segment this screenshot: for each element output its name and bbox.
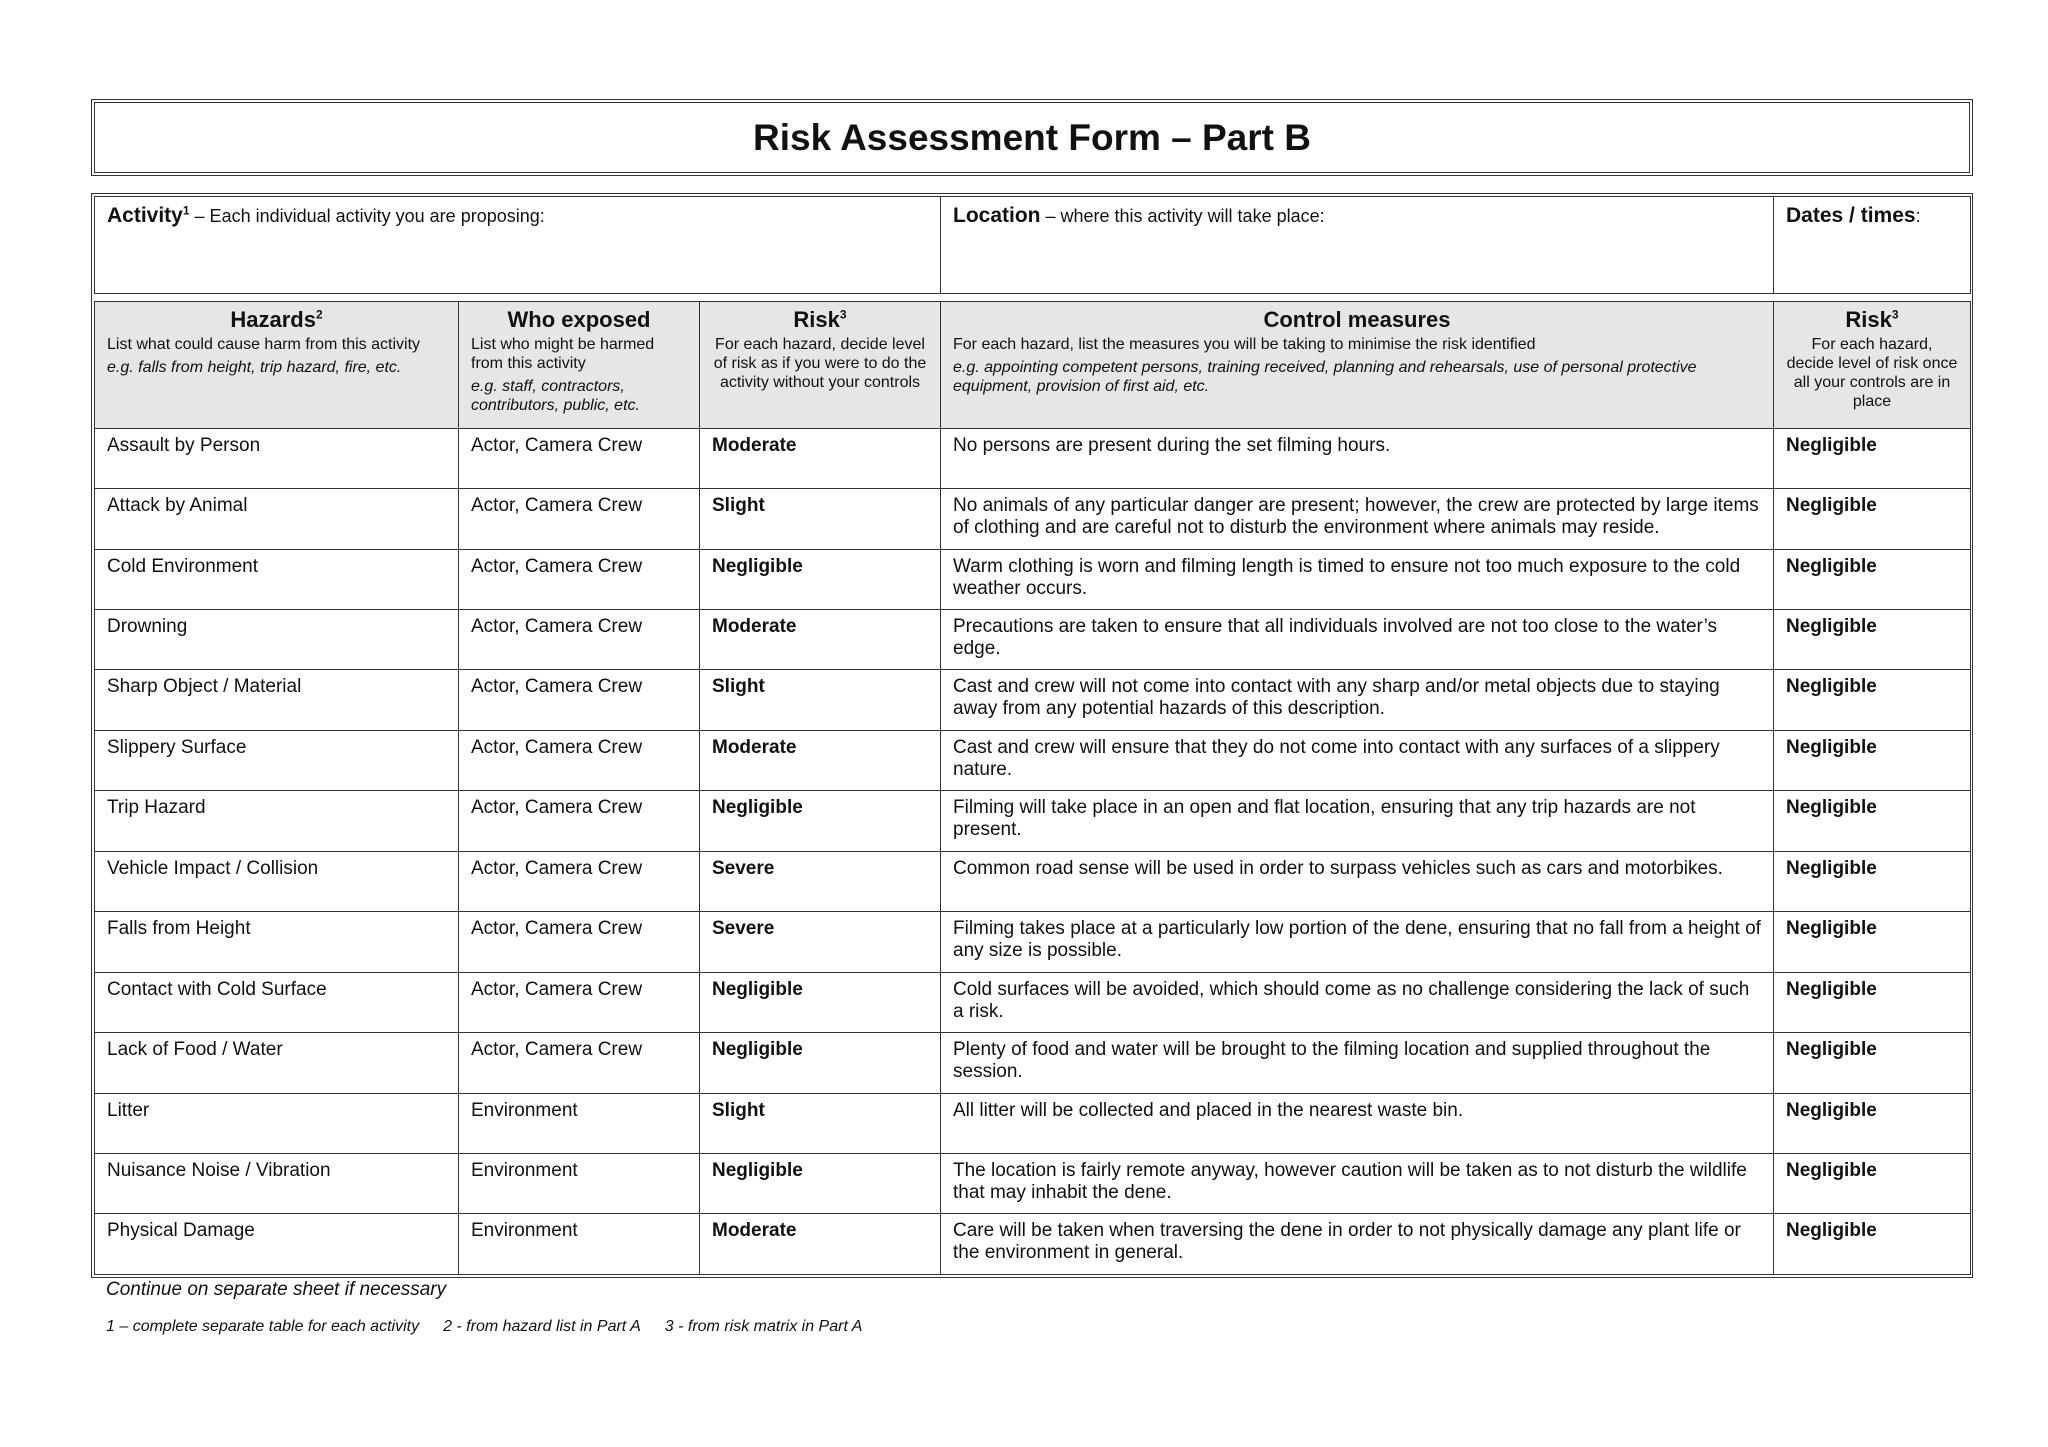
control-measures-cell[interactable]: All litter will be collected and placed in the nearest waste bin. (941, 1093, 1774, 1153)
who-exposed-cell[interactable]: Environment (459, 1093, 700, 1153)
risk-table (94, 196, 1971, 1275)
who-exposed-cell[interactable]: Actor, Camera Crew (459, 670, 700, 730)
footnotes (106, 1318, 862, 1336)
table-row (95, 1153, 1971, 1213)
spacer-row (95, 293, 1971, 301)
table-row (95, 489, 1971, 549)
dates-cell[interactable] (1774, 197, 1971, 294)
who-exposed-cell[interactable]: Actor, Camera Crew (459, 428, 700, 488)
header-risk-desc: For each hazard, decide level of risk as if you were to do the activity without your controls (713, 335, 927, 391)
risk-after-cell[interactable]: Negligible (1774, 851, 1971, 911)
risk-after-cell[interactable]: Negligible (1774, 730, 1971, 790)
location-desc: – where this activity will take place: (1040, 206, 1325, 226)
control-measures-cell[interactable]: No persons are present during the set filming hours. (941, 428, 1774, 488)
risk-before-cell[interactable]: Severe (700, 851, 941, 911)
who-exposed-cell[interactable]: Actor, Camera Crew (459, 610, 700, 670)
risk-after-cell[interactable]: Negligible (1774, 791, 1971, 851)
column-header-row (95, 301, 1971, 428)
page-title: Risk Assessment Form – Part B (94, 102, 1970, 173)
risk-after-cell[interactable]: Negligible (1774, 489, 1971, 549)
control-measures-cell[interactable]: Plenty of food and water will be brought to the filming location and supplied throughout the session. (941, 1033, 1774, 1093)
header-hazards-desc: List what could cause harm from this activity (107, 335, 421, 353)
control-measures-cell[interactable]: Cast and crew will ensure that they do not come into contact with any surfaces of a slippery nature. (941, 730, 1774, 790)
risk-after-cell[interactable]: Negligible (1774, 1093, 1971, 1153)
header-control-desc: For each hazard, list the measures you will be taking to minimise the risk identified (953, 335, 1536, 353)
table-row (95, 730, 1971, 790)
control-measures-cell[interactable]: Cast and crew will not come into contact with any sharp and/or metal objects due to staying away from any potential hazards of this description. (941, 670, 1774, 730)
control-measures-cell[interactable]: Cold surfaces will be avoided, which should come as no challenge considering the lack of such a risk. (941, 972, 1774, 1032)
control-measures-cell[interactable]: Care will be taken when traversing the dene in order to not physically damage any plant life or the environment in general. (941, 1214, 1774, 1275)
who-exposed-cell[interactable]: Actor, Camera Crew (459, 791, 700, 851)
who-exposed-cell[interactable]: Actor, Camera Crew (459, 912, 700, 972)
hazard-cell[interactable]: Litter (95, 1093, 459, 1153)
activity-cell[interactable] (95, 197, 941, 294)
risk-before-cell[interactable]: Slight (700, 1093, 941, 1153)
location-cell[interactable] (941, 197, 1774, 294)
table-row (95, 1093, 1971, 1153)
hazard-cell[interactable]: Slippery Surface (95, 730, 459, 790)
activity-label: Activity (107, 204, 183, 227)
risk-after-footnote-ref: 3 (1891, 307, 1899, 322)
hazard-cell[interactable]: Drowning (95, 610, 459, 670)
risk-after-cell[interactable]: Negligible (1774, 1033, 1971, 1093)
risk-before-cell[interactable]: Moderate (700, 730, 941, 790)
risk-footnote-ref: 3 (839, 307, 847, 322)
activity-footnote-ref: 1 (182, 203, 190, 218)
who-exposed-cell[interactable]: Environment (459, 1153, 700, 1213)
table-row (95, 791, 1971, 851)
risk-before-cell[interactable]: Moderate (700, 428, 941, 488)
header-hazards (95, 301, 459, 428)
who-exposed-cell[interactable]: Actor, Camera Crew (459, 1033, 700, 1093)
header-who-example: e.g. staff, contractors, contributors, public, etc. (471, 377, 640, 414)
table-row (95, 972, 1971, 1032)
who-exposed-cell[interactable]: Actor, Camera Crew (459, 549, 700, 609)
header-who-title: Who exposed (507, 306, 651, 332)
hazard-cell[interactable]: Contact with Cold Surface (95, 972, 459, 1032)
who-exposed-cell[interactable]: Actor, Camera Crew (459, 489, 700, 549)
hazard-cell[interactable]: Nuisance Noise / Vibration (95, 1153, 459, 1213)
header-hazards-title: Hazards (230, 306, 316, 332)
hazard-cell[interactable]: Trip Hazard (95, 791, 459, 851)
continue-note: Continue on separate sheet if necessary (106, 1279, 447, 1300)
title-box (91, 99, 1973, 176)
risk-after-cell[interactable]: Negligible (1774, 670, 1971, 730)
table-row (95, 670, 1971, 730)
location-label: Location (953, 204, 1041, 227)
header-hazards-example: e.g. falls from height, trip hazard, fire, etc. (107, 358, 402, 376)
hazard-cell[interactable]: Sharp Object / Material (95, 670, 459, 730)
hazard-cell[interactable]: Lack of Food / Water (95, 1033, 459, 1093)
risk-before-cell[interactable]: Moderate (700, 610, 941, 670)
header-who (459, 301, 700, 428)
hazard-cell[interactable]: Cold Environment (95, 549, 459, 609)
header-control-title: Control measures (1263, 306, 1451, 332)
footnote-2: 2 - from hazard list in Part A (443, 1318, 641, 1335)
who-exposed-cell[interactable]: Actor, Camera Crew (459, 972, 700, 1032)
risk-before-cell[interactable]: Negligible (700, 549, 941, 609)
dates-suffix: : (1915, 206, 1921, 226)
hazard-cell[interactable]: Attack by Animal (95, 489, 459, 549)
dates-label: Dates / times (1786, 204, 1916, 227)
risk-before-cell[interactable]: Negligible (700, 972, 941, 1032)
header-risk-after-title: Risk (1845, 306, 1892, 332)
who-exposed-cell[interactable]: Actor, Camera Crew (459, 851, 700, 911)
risk-after-cell[interactable]: Negligible (1774, 1153, 1971, 1213)
risk-before-cell[interactable]: Negligible (700, 1033, 941, 1093)
table-row (95, 610, 1971, 670)
footnote-1: 1 – complete separate table for each activity (106, 1318, 420, 1335)
table-row (95, 1214, 1971, 1275)
risk-before-cell[interactable]: Slight (700, 670, 941, 730)
risk-table-frame (91, 193, 1973, 1278)
control-measures-cell[interactable]: Filming takes place at a particularly low portion of the dene, ensuring that no fall from a height of any size is possible. (941, 912, 1774, 972)
risk-after-cell[interactable]: Negligible (1774, 610, 1971, 670)
control-measures-cell[interactable]: Warm clothing is worn and filming length is timed to ensure not too much exposure to the cold weather occurs. (941, 549, 1774, 609)
header-control (941, 301, 1774, 428)
risk-before-cell[interactable]: Negligible (700, 1153, 941, 1213)
risk-after-cell[interactable]: Negligible (1774, 972, 1971, 1032)
who-exposed-cell[interactable]: Environment (459, 1214, 700, 1275)
hazard-cell[interactable]: Vehicle Impact / Collision (95, 851, 459, 911)
risk-before-cell[interactable]: Severe (700, 912, 941, 972)
control-measures-cell[interactable]: The location is fairly remote anyway, however caution will be taken as to not disturb the wildlife that may inhabit the dene. (941, 1153, 1774, 1213)
who-exposed-cell[interactable]: Actor, Camera Crew (459, 730, 700, 790)
header-risk-title: Risk (793, 306, 840, 332)
activity-desc: – Each individual activity you are proposing: (189, 206, 545, 226)
risk-after-cell[interactable]: Negligible (1774, 428, 1971, 488)
risk-before-cell[interactable]: Moderate (700, 1214, 941, 1275)
control-measures-cell[interactable]: Filming will take place in an open and flat location, ensuring that any trip hazards are not present. (941, 791, 1774, 851)
header-who-desc: List who might be harmed from this activity (471, 335, 655, 372)
risk-after-cell[interactable]: Negligible (1774, 549, 1971, 609)
hazard-cell[interactable]: Physical Damage (95, 1214, 459, 1275)
hazard-cell[interactable]: Assault by Person (95, 428, 459, 488)
control-measures-cell[interactable]: Common road sense will be used in order to surpass vehicles such as cars and motorbikes. (941, 851, 1774, 911)
control-measures-cell[interactable]: Precautions are taken to ensure that all individuals involved are not too close to the water’s edge. (941, 610, 1774, 670)
table-row (95, 549, 1971, 609)
header-control-example: e.g. appointing competent persons, training received, planning and rehearsals, use of personal protective equipment, provision of first aid, etc. (953, 358, 1697, 395)
risk-after-cell[interactable]: Negligible (1774, 1214, 1971, 1275)
hazards-footnote-ref: 2 (315, 307, 323, 322)
hazard-cell[interactable]: Falls from Height (95, 912, 459, 972)
activity-info-row (95, 197, 1971, 294)
table-row (95, 1033, 1971, 1093)
header-risk-after-desc: For each hazard, decide level of risk once all your controls are in place (1786, 335, 1958, 410)
table-row (95, 912, 1971, 972)
table-row (95, 428, 1971, 488)
risk-after-cell[interactable]: Negligible (1774, 912, 1971, 972)
header-risk-after (1774, 301, 1971, 428)
header-risk (700, 301, 941, 428)
footnote-3: 3 - from risk matrix in Part A (664, 1318, 863, 1335)
table-row (95, 851, 1971, 911)
risk-before-cell[interactable]: Negligible (700, 791, 941, 851)
risk-before-cell[interactable]: Slight (700, 489, 941, 549)
control-measures-cell[interactable]: No animals of any particular danger are present; however, the crew are protected by large items of clothing and are careful not to disturb the environment where animals may reside. (941, 489, 1774, 549)
